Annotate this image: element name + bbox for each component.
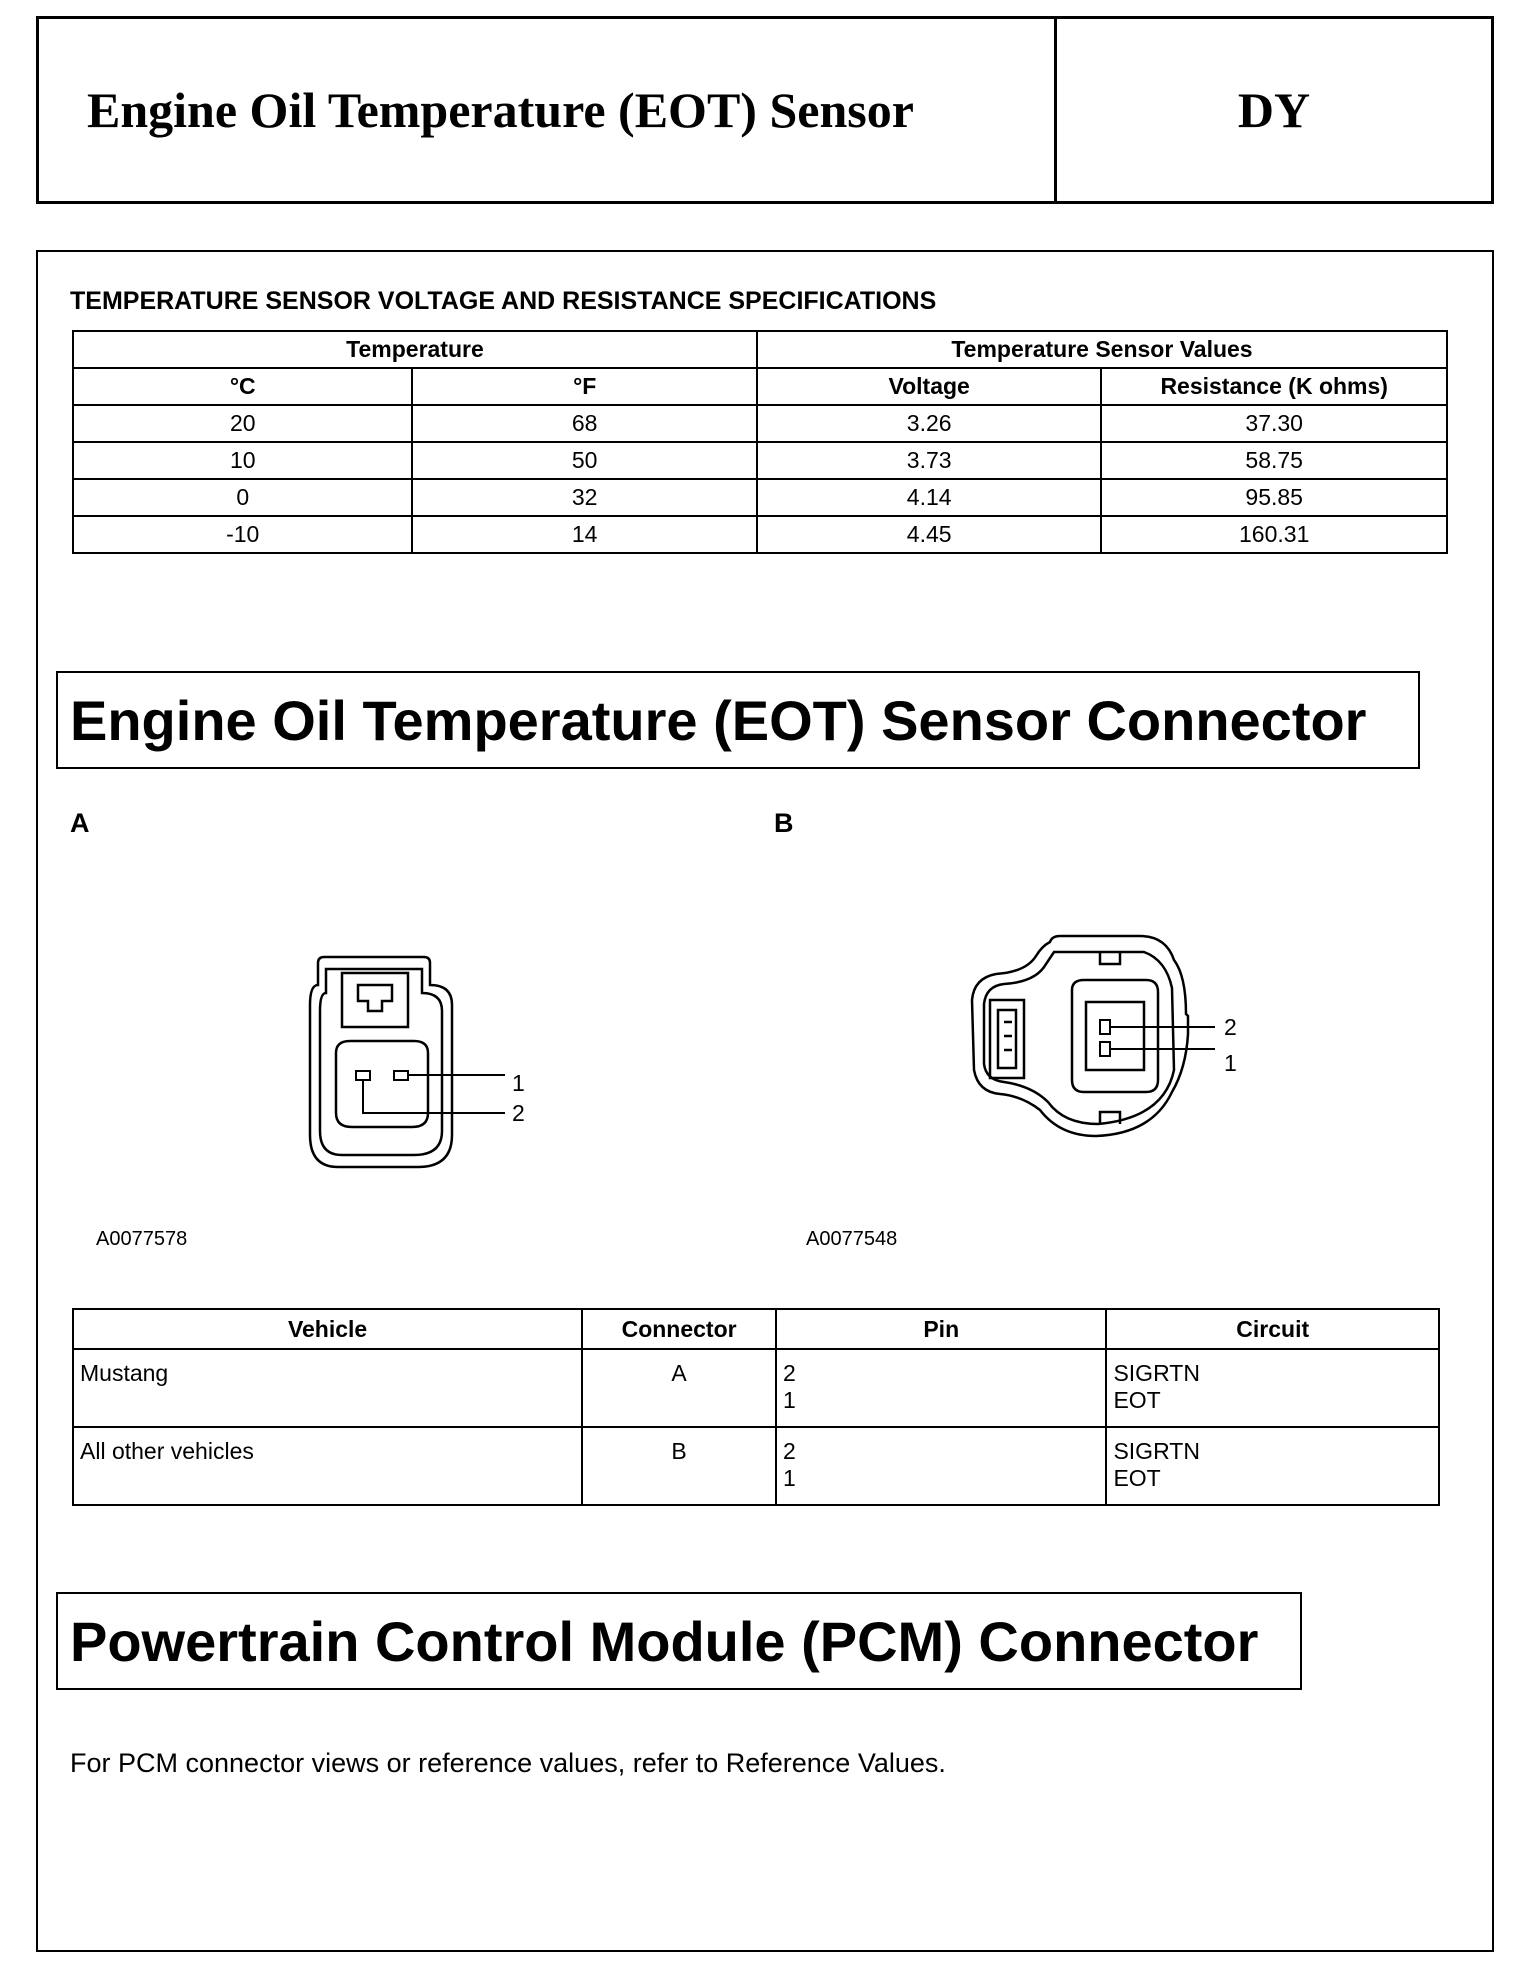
table-cell: 3.73 bbox=[757, 442, 1101, 479]
pcm-reference-note: For PCM connector views or reference values, refer to Reference Values. bbox=[70, 1748, 946, 1778]
pin-table bbox=[72, 1308, 1440, 1506]
table-row bbox=[73, 405, 1447, 442]
spec-table-heading: TEMPERATURE SENSOR VOLTAGE AND RESISTANCE SPECIFICATIONS bbox=[70, 287, 937, 315]
column-header-voltage: Voltage bbox=[757, 368, 1101, 405]
table-cell: 50 bbox=[412, 442, 756, 479]
connector-b-diagram bbox=[960, 930, 1260, 1150]
diagram-a-label: A bbox=[70, 808, 90, 838]
table-cell: 58.75 bbox=[1101, 442, 1447, 479]
connector-cell: B bbox=[582, 1427, 776, 1505]
connector-b-pin-cavity bbox=[1086, 1002, 1144, 1070]
group-header-temperature: Temperature bbox=[73, 331, 757, 368]
table-row bbox=[73, 1349, 1439, 1427]
connector-a-pin-1 bbox=[394, 1071, 408, 1080]
connector-b-inner-shell bbox=[984, 952, 1174, 1124]
connector-b-key-top bbox=[1100, 952, 1120, 964]
connector-a-pin-2 bbox=[356, 1071, 370, 1080]
pcm-section-heading: Powertrain Control Module (PCM) Connector bbox=[56, 1592, 1302, 1690]
column-header-fahrenheit: °F bbox=[412, 368, 756, 405]
table-row bbox=[73, 1427, 1439, 1505]
connector-section-heading: Engine Oil Temperature (EOT) Sensor Connector bbox=[56, 671, 1420, 769]
connector-a-pin-cavity bbox=[336, 1041, 428, 1127]
table-row bbox=[73, 479, 1447, 516]
column-header-connector: Connector bbox=[582, 1309, 776, 1349]
pin-value: 2 bbox=[783, 1438, 796, 1464]
column-header-resistance: Resistance (K ohms) bbox=[1101, 368, 1447, 405]
table-cell: 0 bbox=[73, 479, 412, 516]
connector-a-diagram bbox=[290, 945, 550, 1175]
column-header-vehicle: Vehicle bbox=[73, 1309, 582, 1349]
pin-cell bbox=[776, 1349, 1106, 1427]
diagram-b-figure-id: A0077548 bbox=[806, 1228, 898, 1250]
circuit-cell bbox=[1106, 1427, 1439, 1505]
connector-cell: A bbox=[582, 1349, 776, 1427]
connector-a-pin-2-number: 2 bbox=[512, 1100, 525, 1126]
connector-a-outer-shell bbox=[310, 957, 452, 1167]
vehicle-cell: All other vehicles bbox=[73, 1427, 582, 1505]
circuit-value: EOT bbox=[1113, 1465, 1161, 1491]
connector-b-pin-1-number: 1 bbox=[1224, 1050, 1237, 1076]
circuit-cell bbox=[1106, 1349, 1439, 1427]
connector-b-side-latch bbox=[990, 1000, 1024, 1078]
page-header bbox=[36, 16, 1494, 204]
section-code: DY bbox=[1237, 82, 1311, 138]
circuit-value: SIGRTN bbox=[1113, 1360, 1200, 1386]
header-code-cell bbox=[1057, 19, 1491, 201]
table-cell: 32 bbox=[412, 479, 756, 516]
table-cell: 10 bbox=[73, 442, 412, 479]
diagram-a-figure-id: A0077578 bbox=[96, 1228, 188, 1250]
vehicle-cell: Mustang bbox=[73, 1349, 582, 1427]
pin-value: 1 bbox=[783, 1387, 796, 1413]
group-header-sensor-values: Temperature Sensor Values bbox=[757, 331, 1447, 368]
table-cell: -10 bbox=[73, 516, 412, 553]
connector-a-pin-1-number: 1 bbox=[512, 1070, 525, 1096]
table-cell: 20 bbox=[73, 405, 412, 442]
table-cell: 14 bbox=[412, 516, 756, 553]
table-row bbox=[73, 516, 1447, 553]
connector-b-pin-1 bbox=[1100, 1042, 1110, 1056]
column-header-celsius: °C bbox=[73, 368, 412, 405]
pin-cell bbox=[776, 1427, 1106, 1505]
header-title-cell bbox=[39, 19, 1057, 201]
connector-b-pin-2 bbox=[1100, 1020, 1110, 1034]
table-cell: 68 bbox=[412, 405, 756, 442]
circuit-value: SIGRTN bbox=[1113, 1438, 1200, 1464]
page-title: Engine Oil Temperature (EOT) Sensor bbox=[87, 82, 914, 138]
table-cell: 160.31 bbox=[1101, 516, 1447, 553]
table-cell: 95.85 bbox=[1101, 479, 1447, 516]
column-header-pin: Pin bbox=[776, 1309, 1106, 1349]
table-cell: 4.14 bbox=[757, 479, 1101, 516]
connector-b-pin-2-number: 2 bbox=[1224, 1014, 1237, 1040]
column-header-circuit: Circuit bbox=[1106, 1309, 1439, 1349]
connector-a-leader-2 bbox=[363, 1080, 505, 1113]
pin-value: 2 bbox=[783, 1360, 796, 1386]
table-row bbox=[73, 442, 1447, 479]
table-cell: 3.26 bbox=[757, 405, 1101, 442]
pin-value: 1 bbox=[783, 1465, 796, 1491]
circuit-value: EOT bbox=[1113, 1387, 1161, 1413]
table-cell: 37.30 bbox=[1101, 405, 1447, 442]
table-cell: 4.45 bbox=[757, 516, 1101, 553]
diagram-b-label: B bbox=[774, 808, 794, 838]
connector-a-latch bbox=[342, 973, 408, 1027]
spec-table bbox=[72, 330, 1448, 554]
